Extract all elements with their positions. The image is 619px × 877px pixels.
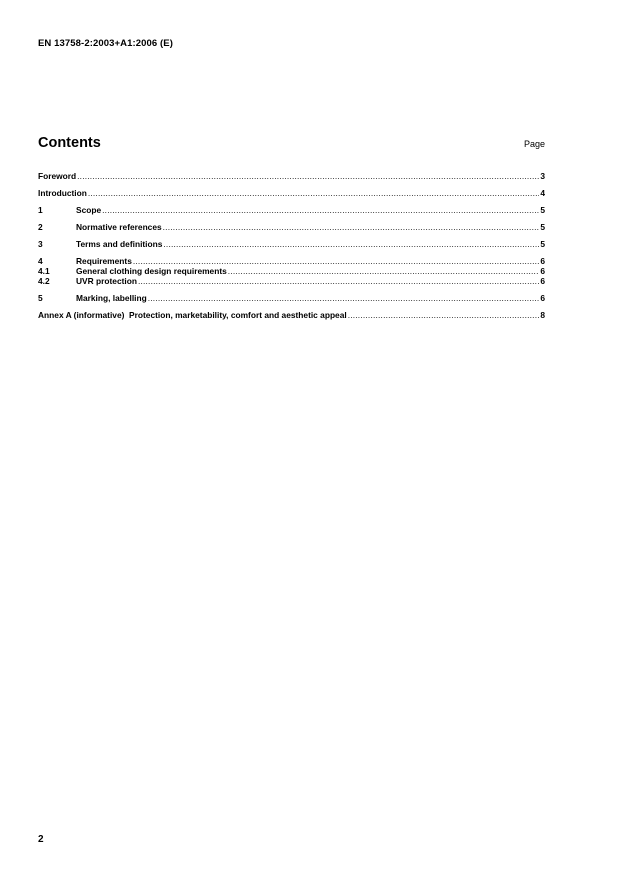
- toc-entry-number: 4.2: [38, 276, 50, 286]
- toc-entry-label: Terms and definitions: [76, 239, 163, 249]
- toc-entry-page: 6: [540, 266, 545, 276]
- toc-entry-label: General clothing design requirements: [76, 266, 227, 276]
- page-number: 2: [38, 834, 44, 845]
- toc-dot-leader: [77, 171, 539, 181]
- toc-entry-page: 8: [540, 310, 545, 320]
- toc-entry-number: 1: [38, 205, 43, 215]
- toc-entry-number: 4.1: [38, 266, 50, 276]
- toc-entry-normative-references[interactable]: [38, 222, 545, 232]
- toc-entry-label: Requirements: [76, 256, 132, 266]
- toc-entry-label: Foreword: [38, 171, 77, 181]
- toc-entry-label: Annex A (informative) Protection, marketability, comfort and aesthetic appeal: [38, 310, 347, 320]
- toc-entry-page: 6: [540, 276, 545, 286]
- toc-entry-number: 2: [38, 222, 43, 232]
- toc-entry-foreword[interactable]: [38, 171, 545, 181]
- toc-dot-leader: [163, 222, 540, 232]
- toc-entry-page: 6: [540, 293, 545, 303]
- toc-entry-requirements[interactable]: [38, 256, 545, 266]
- toc-entry-page: 5: [540, 205, 545, 215]
- toc-dot-leader: [138, 276, 539, 286]
- toc-dot-leader: [148, 293, 540, 303]
- toc-entry-marking-labelling[interactable]: [38, 293, 545, 303]
- toc-dot-leader: [163, 239, 539, 249]
- toc-entry-terms-and-definitions[interactable]: [38, 239, 545, 249]
- toc-entry-label: Introduction: [38, 188, 87, 198]
- toc-entry-label: Marking, labelling: [76, 293, 147, 303]
- toc-dot-leader: [228, 266, 540, 276]
- page-column-label: Page: [523, 139, 545, 149]
- toc-entry-uvr-protection[interactable]: [38, 276, 545, 286]
- toc-entry-general-clothing-design[interactable]: [38, 266, 545, 276]
- toc-entry-label: Normative references: [76, 222, 162, 232]
- contents-heading: Contents: [38, 135, 101, 151]
- toc-entry-number: 5: [38, 293, 43, 303]
- toc-entry-introduction[interactable]: [38, 188, 545, 198]
- toc-entry-page: 3: [540, 171, 545, 181]
- toc-dot-leader: [88, 188, 539, 198]
- toc-entry-number: 3: [38, 239, 43, 249]
- toc-entry-page: 5: [540, 222, 545, 232]
- toc-dot-leader: [133, 256, 539, 266]
- toc-entry-label: Scope: [76, 205, 102, 215]
- document-identifier: EN 13758-2:2003+A1:2006 (E): [38, 38, 173, 49]
- toc-entry-number: 4: [38, 256, 43, 266]
- toc-entry-annex-a[interactable]: [38, 310, 545, 320]
- toc-entry-page: 6: [540, 256, 545, 266]
- toc-dot-leader: [102, 205, 539, 215]
- toc-entry-scope[interactable]: [38, 205, 545, 215]
- table-of-contents: [38, 171, 545, 320]
- toc-entry-page: 5: [540, 239, 545, 249]
- toc-entry-label: UVR protection: [76, 276, 137, 286]
- toc-dot-leader: [348, 310, 540, 320]
- toc-entry-page: 4: [540, 188, 545, 198]
